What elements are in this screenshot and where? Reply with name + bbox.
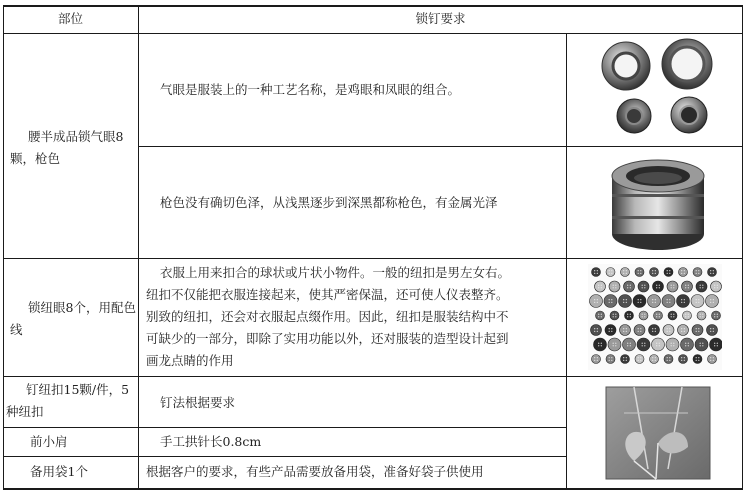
row-divider-header	[3, 33, 743, 34]
button-item	[591, 325, 602, 336]
table-border-left	[3, 5, 4, 490]
button-item	[677, 295, 690, 308]
button-item	[592, 355, 601, 364]
button-item	[621, 268, 630, 277]
row-divider-shoulder	[3, 456, 567, 457]
header-part: 部位	[57, 11, 83, 26]
requirement-gunmetal-color: 枪色没有确切色泽，从浅黑逐步到深黑都称枪色，有金属光泽	[160, 195, 498, 210]
button-item	[664, 355, 673, 364]
button-item	[625, 311, 634, 320]
button-item	[592, 268, 601, 277]
button-item	[650, 268, 659, 277]
button-item	[609, 281, 620, 292]
requirement-spare-bag: 根据客户的要求，有些产品需要放备用袋，准备好袋子供使用	[146, 464, 484, 479]
button-item	[706, 295, 719, 308]
button-item	[668, 311, 677, 320]
button-item	[693, 355, 702, 364]
button-item	[712, 311, 721, 320]
part-buttonhole: 锁纽眼8个，用配色线	[10, 300, 136, 337]
button-item	[621, 355, 630, 364]
button-item	[679, 268, 688, 277]
button-item	[634, 325, 645, 336]
eyelet-grommets-image	[592, 36, 722, 140]
button-item	[696, 281, 707, 292]
row-divider-sew-button	[3, 427, 567, 428]
column-divider-image	[566, 33, 567, 490]
button-item	[710, 338, 723, 351]
button-item	[682, 281, 693, 292]
button-item	[708, 355, 717, 364]
button-item	[697, 311, 706, 320]
requirement-line-4: 可缺少的一部分，即除了实用功能以外，还对服装的造型设计起到	[146, 331, 509, 346]
button-item	[638, 281, 649, 292]
part-sew-buttons: 钉纽扣15颗/件，5种纽扣	[6, 382, 130, 419]
button-item	[596, 311, 605, 320]
part-front-shoulder: 前小肩	[30, 434, 68, 449]
button-item	[606, 268, 615, 277]
button-item	[679, 355, 688, 364]
button-item	[667, 281, 678, 292]
button-item	[693, 268, 702, 277]
button-item	[650, 355, 659, 364]
button-item	[707, 325, 718, 336]
buttons-assortment-image	[588, 264, 722, 370]
button-item	[653, 281, 664, 292]
requirement-line-3: 别致的纽扣，还会对衣服起点缀作用。因此，纽扣是服装结构中不	[146, 309, 509, 324]
header-requirement: 锁钉要求	[415, 11, 466, 26]
column-divider-part	[138, 5, 139, 490]
button-item	[590, 295, 603, 308]
button-item	[637, 338, 650, 351]
button-item	[635, 355, 644, 364]
row-divider-buttonhole	[3, 376, 743, 377]
button-item	[606, 355, 615, 364]
button-item	[605, 325, 616, 336]
button-item	[620, 325, 631, 336]
button-item	[648, 295, 661, 308]
button-item	[664, 268, 673, 277]
button-item	[691, 295, 704, 308]
button-item	[639, 311, 648, 320]
part-eyelet: 腰半成品锁气眼8颗，枪色	[10, 129, 124, 166]
requirement-front-shoulder: 手工拱针长0.8cm	[160, 434, 262, 449]
button-item	[678, 325, 689, 336]
part-spare-bag: 备用袋1个	[30, 464, 88, 479]
button-item	[633, 295, 646, 308]
row-divider-eyelet-inner	[138, 146, 743, 147]
spare-button-bag-image	[604, 383, 714, 483]
button-item	[666, 338, 679, 351]
button-item	[695, 338, 708, 351]
button-item	[594, 338, 607, 351]
requirement-eyelet-definition: 气眼是服装上的一种工艺名称，是鸡眼和凤眼的组合。	[160, 82, 461, 97]
requirement-line-2: 纽扣不仅能把衣服连接起来，使其严密保温，还可使人仪表整齐。	[146, 287, 509, 302]
button-item	[654, 311, 663, 320]
gunmetal-eyelet-closeup-image	[604, 150, 712, 254]
button-item	[623, 338, 636, 351]
row-divider-eyelet	[3, 258, 743, 259]
button-item	[652, 338, 665, 351]
button-item	[662, 295, 675, 308]
button-item	[683, 311, 692, 320]
requirement-line-5: 画龙点睛的作用	[146, 353, 234, 368]
button-item	[663, 325, 674, 336]
button-item	[619, 295, 632, 308]
button-item	[604, 295, 617, 308]
button-item	[649, 325, 660, 336]
button-item	[624, 281, 635, 292]
button-item	[610, 311, 619, 320]
button-item	[608, 338, 621, 351]
button-item	[692, 325, 703, 336]
requirement-sew-buttons: 钉法根据要求	[160, 395, 236, 410]
button-item	[711, 281, 722, 292]
button-item	[635, 268, 644, 277]
button-item	[681, 338, 694, 351]
table-border-bottom	[3, 488, 743, 490]
table-border-top	[3, 5, 743, 7]
button-item	[708, 268, 717, 277]
button-item	[595, 281, 606, 292]
requirement-line-1: 衣服上用来扣合的球状或片状小物件。一般的纽扣是男左女右。	[160, 265, 511, 280]
table-border-right	[742, 5, 743, 490]
